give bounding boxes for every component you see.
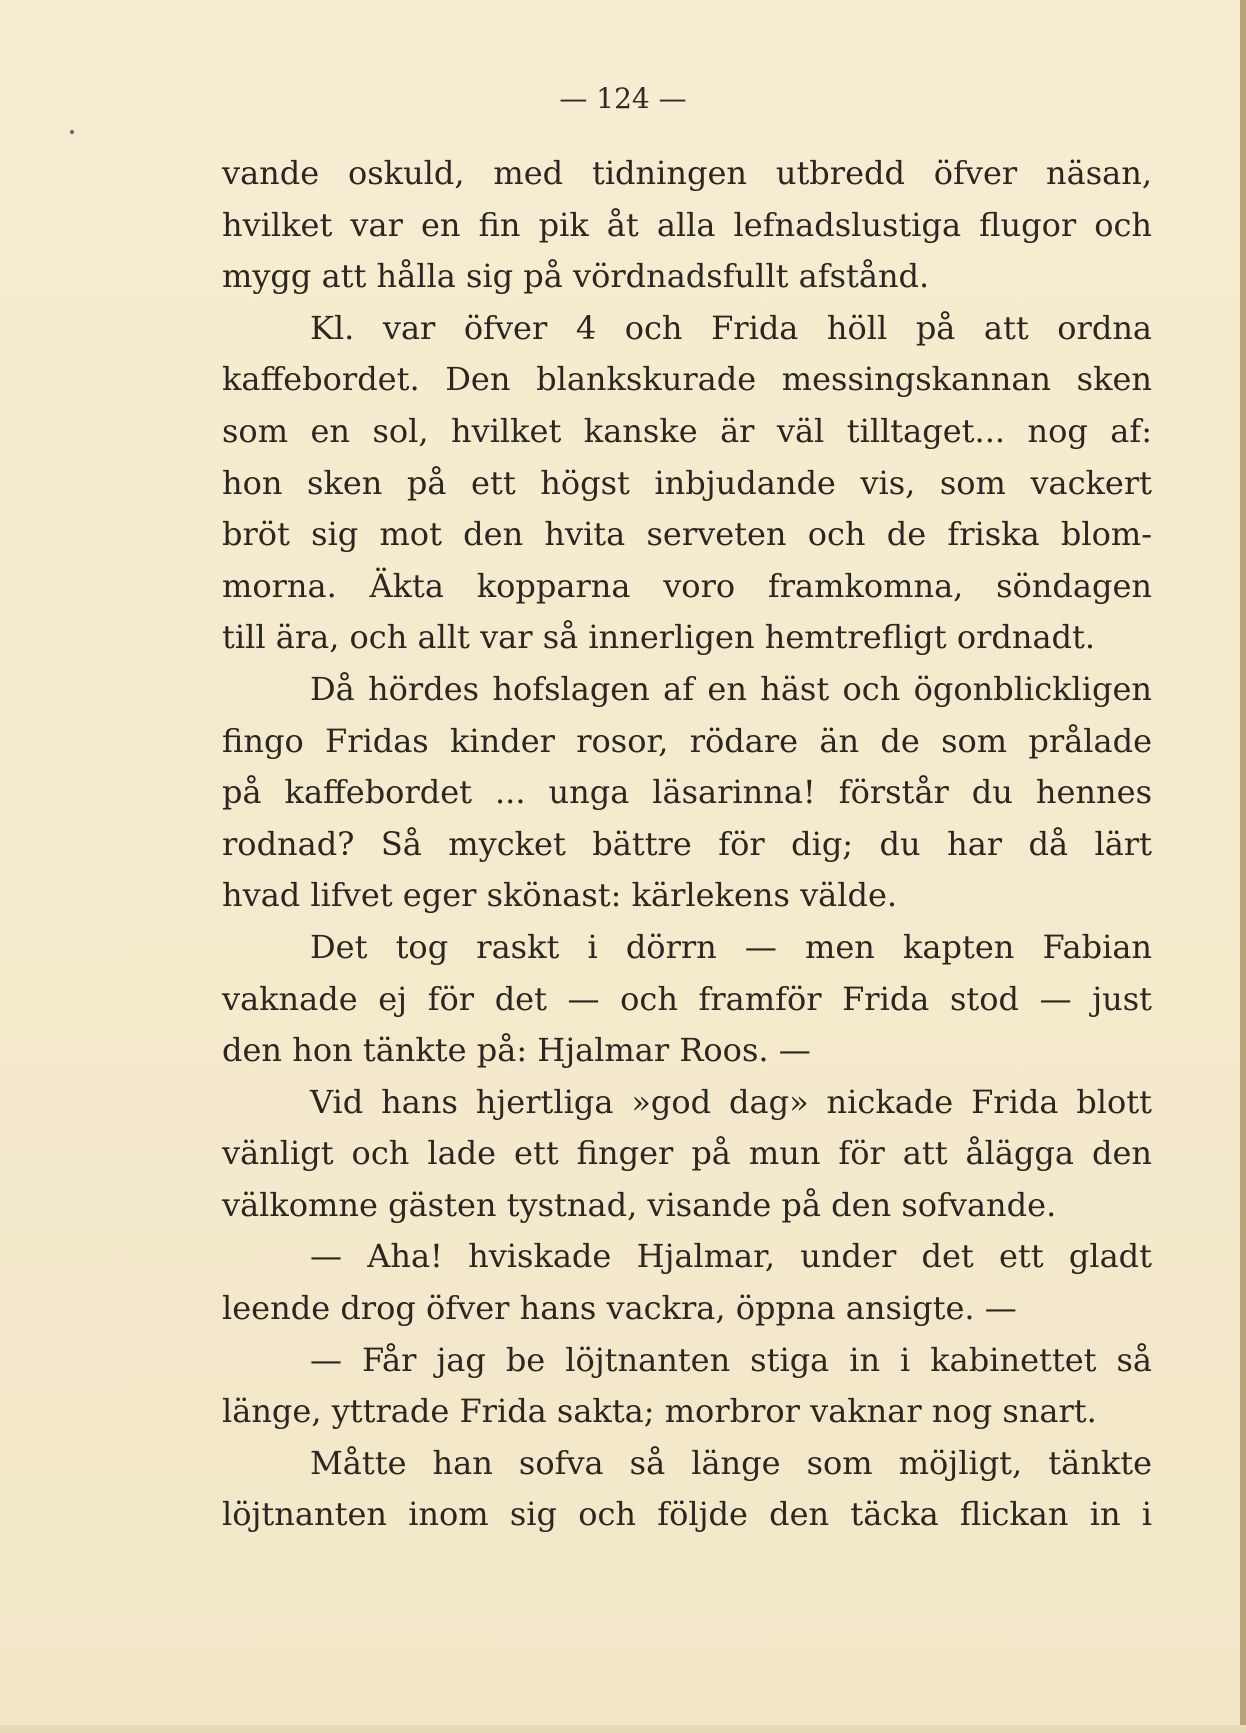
text-line: leende drog öfver hans vackra, öppna ansigte. — [222,1289,1017,1328]
page-bottom-edge [0,1725,1246,1733]
text-line: morna. Äkta kopparna voro framkomna, söndagen [222,566,1152,605]
text-line: den hon tänkte på: Hjalmar Roos. — [222,1031,811,1070]
text-line: Måtte han sofva så länge som möjligt, tänkte [310,1443,1152,1482]
text-line: fingo Fridas kinder rosor, rödare än de som prålade [222,721,1152,760]
text-line: som en sol, hvilket kanske är väl tilltaget... nog af: [222,411,1152,450]
text-line: mygg att hålla sig på vördnadsfullt afstånd. [222,257,930,296]
text-line: hvilket var en fin pik åt alla lefnadslustiga flugor och [222,205,1152,244]
text-line: hvad lifvet eger skönast: kärlekens välde. [222,876,898,915]
text-line: Det tog raskt i dörrn — men kapten Fabian [310,927,1152,966]
text-line: vande oskuld, med tidningen utbredd öfver näsan, [222,154,1152,192]
text-line: på kaffebordet ... unga läsarinna! förstår du hennes [222,773,1152,812]
text-line: kaffebordet. Den blankskurade messingskannan sken [222,360,1152,399]
body-text [222,148,1152,1541]
text-line: — Aha! hviskade Hjalmar, under det ett gladt [310,1237,1152,1276]
text-line: Vid hans hjertliga »god dag» nickade Frida blott [310,1082,1152,1121]
text-line: rodnad? Så mycket bättre för dig; du har då lärt [222,824,1152,863]
text-line: Kl. var öfver 4 och Frida höll på att ordna [310,308,1152,347]
page-number: — 124 — [559,82,687,115]
text-line: länge, yttrade Frida sakta; morbror vaknar nog snart. [222,1392,1097,1431]
text-line: Då hördes hofslagen af en häst och ögonblickligen [310,669,1152,708]
text-line: hon sken på ett högst inbjudande vis, som vackert [222,463,1152,502]
text-line: löjtnanten inom sig och följde den täcka flickan in i [222,1495,1152,1534]
text-line: vaknade ej för det — och framför Frida stod — just [222,979,1152,1018]
ink-speck [70,130,74,134]
page-edge-shadow [1240,0,1246,1733]
text-line: bröt sig mot den hvita serveten och de friska blom- [222,515,1152,554]
text-line: vänligt och lade ett finger på mun för att ålägga den [222,1134,1152,1173]
text-line: — Får jag be löjtnanten stiga in i kabinettet så [310,1340,1152,1379]
text-line: välkomne gästen tystnad, visande på den sofvande. [222,1185,1057,1224]
text-line: till ära, och allt var så innerligen hemtrefligt ordnadt. [222,618,1096,657]
